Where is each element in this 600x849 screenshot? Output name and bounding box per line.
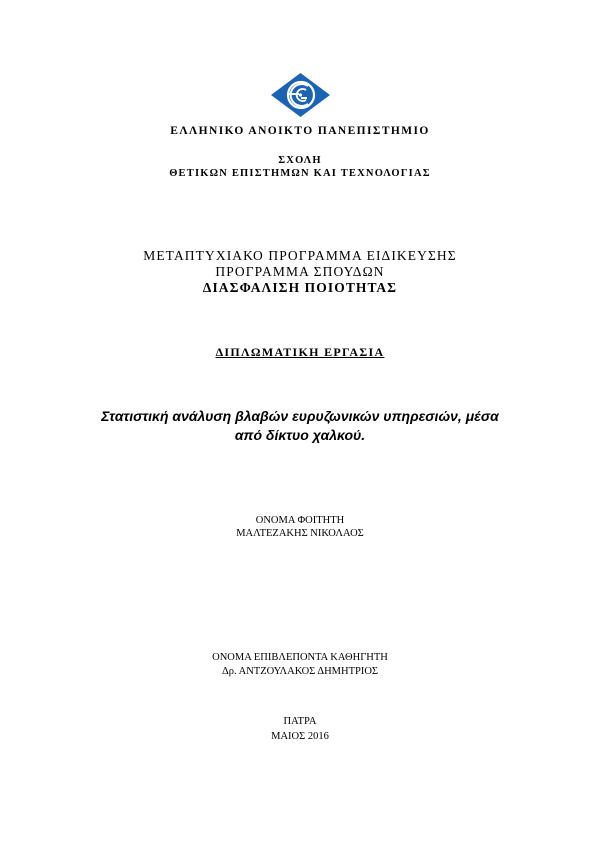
school-name: ΘΕΤΙΚΩΝ ΕΠΙΣΤΗΜΩΝ ΚΑΙ ΤΕΧΝΟΛΟΓΙΑΣ <box>169 168 431 179</box>
student-name: ΜΑΛΤΕΖΑΚΗΣ ΝΙΚΟΛΑΟΣ <box>236 528 364 539</box>
school-label: ΣΧΟΛΗ <box>278 155 322 166</box>
city: ΠΑΤΡΑ <box>283 716 317 727</box>
program-line-3: ΔΙΑΣΦΑΛΙΣΗ ΠΟΙΟΤΗΤΑΣ <box>202 280 398 295</box>
date: ΜΑΙΟΣ 2016 <box>271 731 329 742</box>
program-line-1: ΜΕΤΑΠΤΥΧΙΑΚΟ ΠΡΟΓΡΑΜΜΑ ΕΙΔΙΚΕΥΣΗΣ <box>143 248 457 263</box>
thesis-title-line-1: Στατιστική ανάλυση βλαβών ευρυζωνικών υπηρεσιών, μέσα <box>101 408 499 424</box>
thesis-type-heading: ΔΙΠΛΩΜΑΤΙΚΗ ΕΡΓΑΣΙΑ <box>215 345 385 359</box>
university-name: ΕΛΛΗΝΙΚΟ ΑΝΟΙΚΤΟ ΠΑΝΕΠΙΣΤΗΜΙΟ <box>170 125 430 137</box>
university-emblem-icon <box>270 72 331 118</box>
program-line-2: ΠΡΟΓΡΑΜΜΑ ΣΠΟΥΔΩΝ <box>215 264 385 279</box>
supervisor-label: ΟΝΟΜΑ ΕΠΙΒΛΕΠΟΝΤΑ ΚΑΘΗΓΗΤΗ <box>212 652 388 663</box>
supervisor-name: Δρ. ΑΝΤΖΟΥΛΑΚΟΣ ΔΗΜΗΤΡΙΟΣ <box>221 666 379 677</box>
thesis-title-line-2: από δίκτυο χαλκού. <box>234 427 366 443</box>
student-label: ΟΝΟΜΑ ΦΟΙΤΗΤΗ <box>255 515 345 526</box>
